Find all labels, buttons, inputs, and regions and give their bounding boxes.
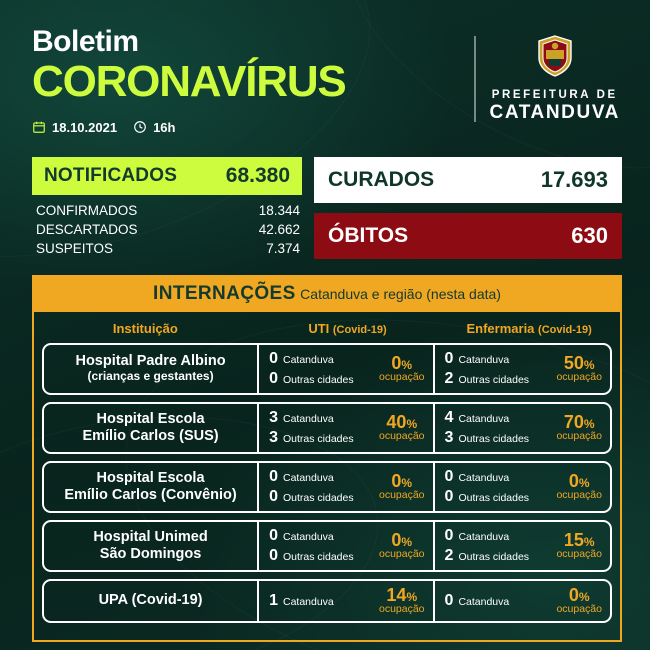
occupancy-label: ocupação bbox=[378, 489, 425, 502]
enf-outras-value: 3 bbox=[444, 428, 454, 446]
enf-catanduva-value: 0 bbox=[444, 591, 454, 609]
curados-band bbox=[314, 157, 622, 203]
calendar-icon bbox=[32, 120, 46, 134]
enf-catanduva-value: 0 bbox=[444, 467, 454, 485]
enf-catanduva-value: 0 bbox=[444, 526, 454, 544]
brand-text bbox=[490, 34, 623, 124]
obitos-value: 630 bbox=[571, 222, 608, 248]
occupancy-label: ocupação bbox=[378, 430, 425, 443]
uti-outras-label: Outras cidades bbox=[282, 550, 354, 563]
percent-symbol: % bbox=[406, 416, 418, 431]
uti-outras-value: 0 bbox=[269, 546, 278, 564]
header bbox=[0, 0, 650, 135]
enf-outras-value: 2 bbox=[444, 369, 454, 387]
uti-occupancy-value: 0 bbox=[391, 529, 402, 550]
column-header-enf-note: (Covid-19) bbox=[538, 323, 592, 336]
breakdown-value: 42.662 bbox=[258, 221, 300, 237]
enf-occupancy-value: 15 bbox=[563, 529, 584, 550]
enf-occupancy-value: 50 bbox=[563, 352, 584, 373]
occupancy-label: ocupação bbox=[556, 430, 602, 443]
institution-name: UPA (Covid-19) bbox=[98, 592, 203, 609]
breakdown-value: 7.374 bbox=[266, 240, 300, 256]
enf-outras-label: Outras cidades bbox=[458, 373, 530, 386]
notificados-value: 68.380 bbox=[225, 163, 290, 187]
breakdown-label: DESCARTADOS bbox=[36, 221, 138, 237]
column-header-uti-label: UTI bbox=[308, 320, 330, 336]
breakdown-label: SUSPEITOS bbox=[36, 240, 114, 256]
occupancy-label: ocupação bbox=[378, 371, 425, 384]
bulletin-date: 18.10.2021 bbox=[52, 119, 118, 135]
internacoes-header bbox=[34, 277, 620, 312]
percent-symbol: % bbox=[406, 589, 418, 604]
curados-value: 17.693 bbox=[540, 166, 608, 192]
institution-subname: Emílio Carlos (Convênio) bbox=[64, 486, 237, 503]
enf-outras-label: Outras cidades bbox=[458, 432, 530, 445]
enf-outras-label: Outras cidades bbox=[458, 550, 530, 563]
notificados-label: NOTIFICADOS bbox=[44, 164, 178, 186]
enf-catanduva-label: Catanduva bbox=[458, 412, 510, 425]
time-meta bbox=[133, 120, 175, 135]
uti-outras-label: Outras cidades bbox=[282, 491, 354, 504]
enf-catanduva-value: 4 bbox=[444, 408, 454, 426]
percent-symbol: % bbox=[401, 357, 413, 372]
breakdown-value: 18.344 bbox=[258, 202, 300, 218]
uti-catanduva-label: Catanduva bbox=[282, 353, 334, 366]
uti-catanduva-value: 0 bbox=[269, 526, 278, 544]
uti-catanduva-label: Catanduva bbox=[282, 471, 334, 484]
uti-catanduva-value: 1 bbox=[269, 591, 278, 609]
uti-catanduva-value: 0 bbox=[269, 349, 278, 367]
enf-outras-label: Outras cidades bbox=[458, 491, 530, 504]
enf-catanduva-value: 0 bbox=[444, 349, 454, 367]
uti-catanduva-label: Catanduva bbox=[282, 530, 334, 543]
page-title-line1: Boletim bbox=[32, 25, 139, 58]
enf-occupancy-value: 70 bbox=[563, 411, 584, 432]
obitos-band bbox=[314, 213, 622, 259]
header-meta bbox=[32, 120, 346, 135]
column-header-uti-note: (Covid-19) bbox=[332, 323, 387, 336]
percent-symbol: % bbox=[401, 475, 413, 490]
percent-symbol: % bbox=[583, 416, 595, 431]
column-header-enf-label: Enfermaria bbox=[466, 320, 535, 336]
obitos-label: ÓBITOS bbox=[328, 223, 409, 247]
brand-city-label: CATANDUVA bbox=[489, 102, 620, 123]
enf-catanduva-label: Catanduva bbox=[458, 530, 510, 543]
institution-name: Hospital Unimed bbox=[93, 529, 208, 546]
enf-catanduva-label: Catanduva bbox=[458, 595, 510, 608]
curados-label: CURADOS bbox=[328, 167, 435, 191]
occupancy-label: ocupação bbox=[556, 548, 602, 561]
uti-outras-value: 0 bbox=[269, 487, 278, 505]
percent-symbol: % bbox=[583, 534, 595, 549]
uti-occupancy-value: 40 bbox=[386, 411, 407, 432]
uti-catanduva-value: 0 bbox=[269, 467, 278, 485]
institution-subname: Emílio Carlos (SUS) bbox=[82, 427, 219, 444]
percent-symbol: % bbox=[578, 475, 590, 490]
uti-outras-label: Outras cidades bbox=[282, 432, 354, 445]
uti-occupancy-value: 14 bbox=[386, 584, 407, 605]
institution-subname: São Domingos bbox=[99, 545, 202, 562]
brand-prefecture-label: PREFEITURA DE bbox=[491, 89, 618, 101]
occupancy-label: ocupação bbox=[378, 548, 425, 561]
uti-occupancy-value: 0 bbox=[391, 470, 402, 491]
brand-divider bbox=[474, 36, 476, 122]
institution-subname: (crianças e gestantes) bbox=[87, 368, 214, 383]
percent-symbol: % bbox=[578, 589, 590, 604]
date-meta bbox=[32, 120, 117, 135]
internacoes-title: INTERNAÇÕES bbox=[153, 282, 296, 304]
uti-catanduva-value: 3 bbox=[269, 408, 278, 426]
title-block bbox=[32, 26, 346, 135]
enf-outras-value: 0 bbox=[444, 487, 454, 505]
institution-name: Hospital Escola bbox=[96, 411, 205, 428]
institution-name: Hospital Escola bbox=[96, 470, 205, 487]
curados-obitos-block bbox=[314, 157, 622, 259]
occupancy-label: ocupação bbox=[556, 603, 602, 616]
institution-name: Hospital Padre Albino bbox=[75, 353, 226, 370]
uti-catanduva-label: Catanduva bbox=[282, 595, 334, 608]
uti-outras-value: 0 bbox=[269, 369, 278, 387]
brand-block bbox=[474, 26, 623, 124]
uti-outras-label: Outras cidades bbox=[282, 373, 354, 386]
occupancy-label: ocupação bbox=[378, 603, 425, 616]
percent-symbol: % bbox=[401, 534, 413, 549]
clock-icon bbox=[133, 120, 147, 134]
occupancy-label: ocupação bbox=[556, 489, 602, 502]
occupancy-label: ocupação bbox=[556, 371, 602, 384]
enf-catanduva-label: Catanduva bbox=[458, 471, 510, 484]
column-header-instituicao: Instituição bbox=[112, 320, 178, 336]
uti-catanduva-label: Catanduva bbox=[282, 412, 334, 425]
uti-occupancy-value: 0 bbox=[391, 352, 402, 373]
enf-catanduva-label: Catanduva bbox=[458, 353, 510, 366]
enf-occupancy-value: 0 bbox=[568, 584, 579, 605]
coat-of-arms-icon bbox=[490, 34, 621, 83]
page-title-line2: CORONAVÍRUS bbox=[32, 56, 346, 106]
internacoes-subtitle: Catanduva e região (nesta data) bbox=[300, 285, 501, 302]
bulletin-time: 16h bbox=[153, 119, 176, 135]
percent-symbol: % bbox=[583, 357, 595, 372]
breakdown-label: CONFIRMADOS bbox=[36, 202, 138, 218]
uti-outras-value: 3 bbox=[269, 428, 278, 446]
enf-outras-value: 2 bbox=[444, 546, 454, 564]
enf-occupancy-value: 0 bbox=[568, 470, 579, 491]
